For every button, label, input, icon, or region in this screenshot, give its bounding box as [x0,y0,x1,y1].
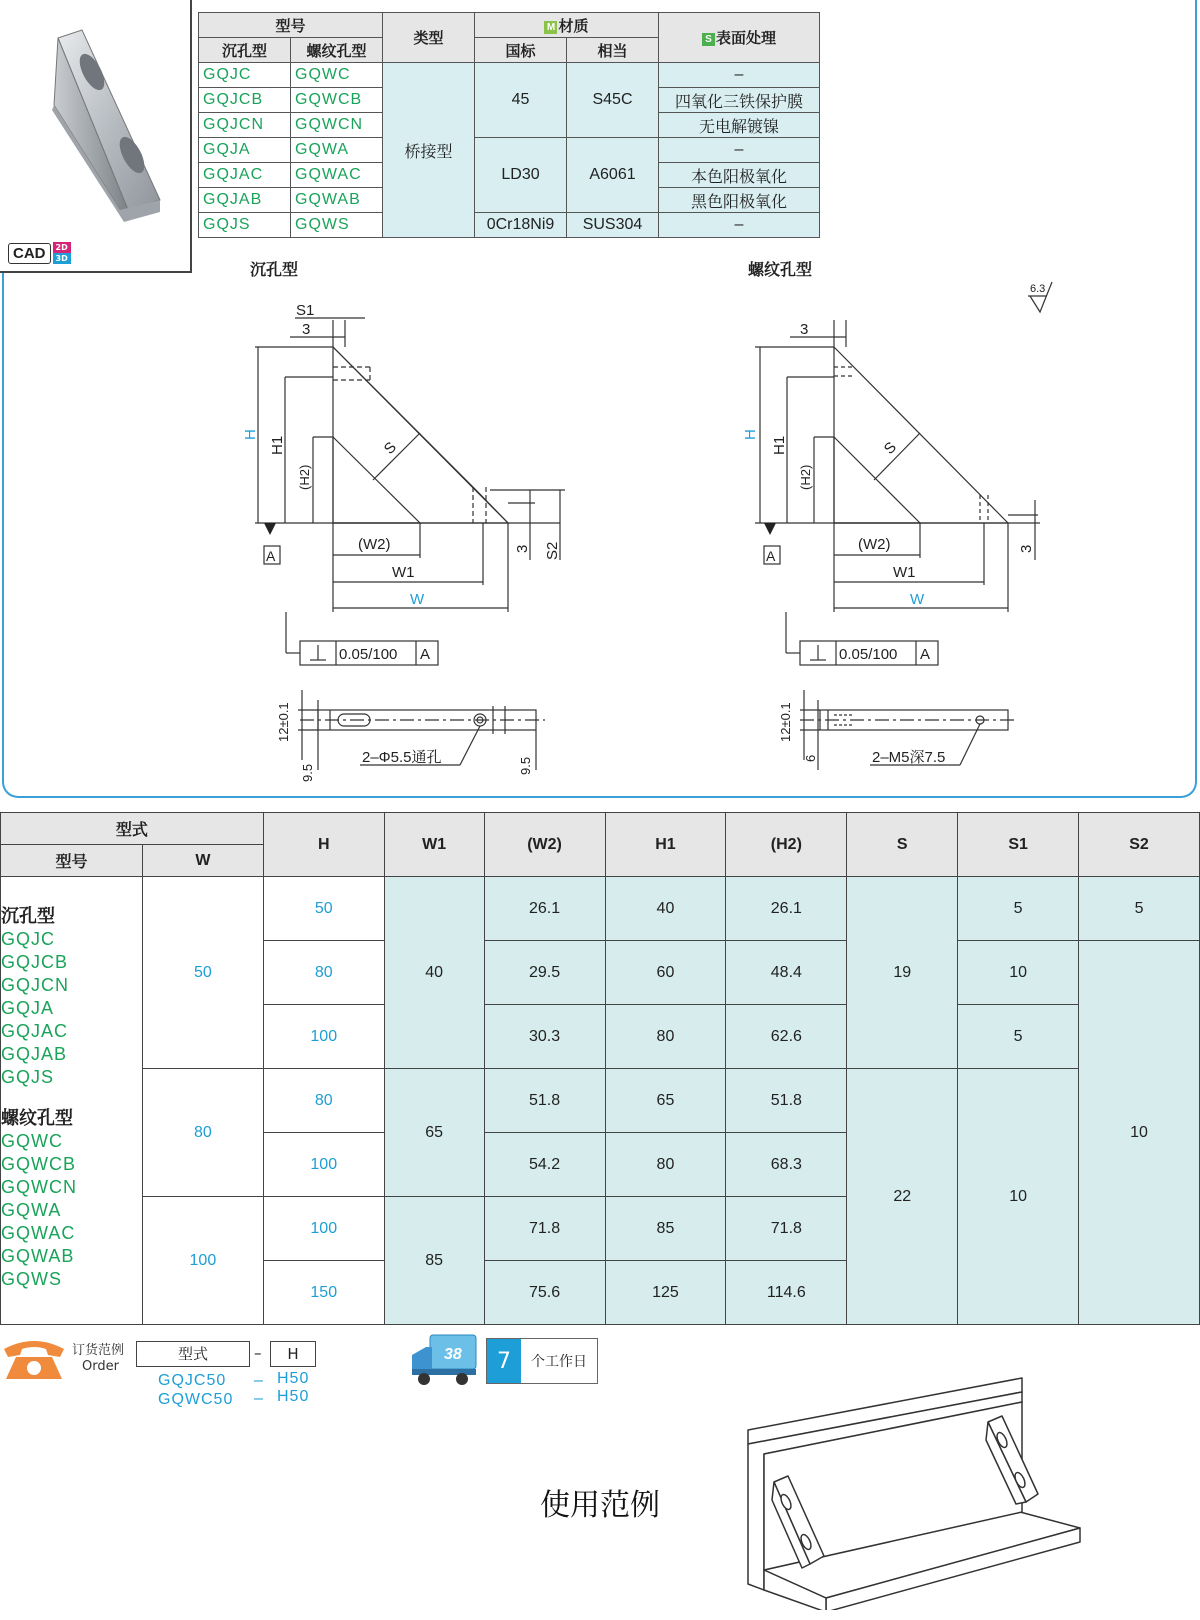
s2-value: 10 [1079,941,1200,1325]
w-header: W [142,845,263,877]
cb-code: GQJAB [199,188,291,213]
tolerance-value-r: 0.05/100 [839,646,898,663]
spec-table [0,812,1200,1325]
w2-value: 51.8 [484,1069,605,1133]
model-code: GQJC [1,929,56,949]
group-thread: 螺纹孔型 [1,1108,73,1128]
th-code: GQWC [291,63,383,88]
h1-header: H1 [605,813,726,877]
w2-value: 71.8 [484,1197,605,1261]
model-code: GQWA [1,1200,62,1220]
dim-9-5-left: 9.5 [300,763,315,782]
model-header: 型号 [1,845,143,877]
order-form-box: 型式 [136,1341,250,1367]
w2-header: (W2) [484,813,605,877]
usage-illustration [740,1370,1090,1610]
lead-time [486,1338,598,1384]
order-example-form: GQWC50 [158,1391,234,1408]
gb-value: 45 [475,63,567,138]
model-code: GQJS [1,1067,55,1087]
model-code: GQWCN [1,1177,77,1197]
dim-s1: S1 [296,302,315,319]
eq-value: S45C [567,63,659,138]
tolerance-value: 0.05/100 [339,646,398,663]
th-code: GQWA [291,138,383,163]
dim-w1-r: W1 [893,564,916,581]
s1-value: 5 [958,1005,1079,1069]
order-label-en: Order [82,1359,119,1374]
th-code: GQWAB [291,188,383,213]
lead-days: 7 [487,1339,521,1383]
model-list [1,877,143,1325]
cb-code: GQJCB [199,88,291,113]
h2-value: 114.6 [726,1261,847,1325]
gb-value: 0Cr18Ni9 [475,213,567,238]
model-code: GQJAC [1,1021,69,1041]
dim-6-r: 6 [803,754,818,762]
s1-value: 10 [958,941,1079,1005]
technical-drawing [0,0,1200,800]
cad-label: CAD [8,243,51,264]
group-counterbore: 沉孔型 [1,906,55,926]
h-value: 100 [263,1005,384,1069]
tolerance-datum: A [420,646,431,663]
thread-header: 螺纹孔型 [291,38,383,63]
dim-w2-r: (W2) [858,536,891,553]
s1-value: 5 [958,877,1079,941]
dim-3-side-r: 3 [1018,544,1035,553]
w2-value: 75.6 [484,1261,605,1325]
roughness-label: 6.3 [1030,283,1046,295]
dim-h1-r: H1 [771,435,788,455]
counterbore-header: 沉孔型 [199,38,291,63]
s-value: 22 [847,1069,958,1325]
dim-12: 12±0.1 [276,702,291,742]
model-code: GQJCN [1,975,69,995]
cb-code: GQJAC [199,163,291,188]
surface-badge: S [702,33,715,46]
th-code: GQWCN [291,113,383,138]
left-side-view [255,282,1052,770]
model-code: GQJAB [1,1044,68,1064]
h1-value: 40 [605,877,726,941]
left-view-title: 沉孔型 [250,262,299,279]
model-code: GQWAC [1,1223,76,1243]
h1-value: 125 [605,1261,726,1325]
h2-value: 51.8 [726,1069,847,1133]
truck-badge: 38 [444,1346,462,1363]
w-value: 50 [142,877,263,1069]
surface-value: – [659,138,820,163]
hole-note-th: 2–M5深7.5 [872,749,946,766]
surface-value: – [659,63,820,88]
model-code: GQWS [1,1269,62,1289]
dim-w1: W1 [392,564,415,581]
dim-h1: H1 [269,435,286,455]
s1-header: S1 [958,813,1079,877]
eq-value: SUS304 [567,213,659,238]
cad-3d-tag: 3D [53,253,71,264]
right-view-title: 螺纹孔型 [748,262,813,279]
h-value: 80 [263,1069,384,1133]
order-example-dash: – [254,1390,264,1407]
order-label-cn: 订货范例 [72,1343,125,1358]
w1-value: 65 [384,1069,484,1197]
order-example-h: H50 [277,1370,310,1387]
model-header: 型号 [199,13,383,38]
gb-value: LD30 [475,138,567,213]
surface-value: 本色阳极氧化 [659,163,820,188]
dim-9-5-right: 9.5 [518,756,533,775]
dim-3-top: 3 [302,321,311,338]
datum-a-r: A [766,548,776,564]
s-value: 19 [847,877,958,1069]
model-code: GQWCB [1,1154,76,1174]
dim-12-r: 12±0.1 [778,702,793,742]
cad-2d-tag: 2D [53,242,71,253]
surface-value: 无电解镀镍 [659,113,820,138]
model-code: GQWAB [1,1246,75,1266]
h1-value: 65 [605,1069,726,1133]
delivery-truck-icon [410,1333,480,1388]
datum-a: A [266,548,276,564]
surface-value: – [659,213,820,238]
order-example-h: H50 [277,1388,310,1405]
h2-header: (H2) [726,813,847,877]
w2-value: 30.3 [484,1005,605,1069]
dim-w: W [410,591,425,608]
s2-value: 5 [1079,877,1200,941]
phone-icon [0,1335,70,1385]
h1-value: 80 [605,1133,726,1197]
dim-s-r: S [880,438,900,458]
h2-value: 68.3 [726,1133,847,1197]
cb-code: GQJCN [199,113,291,138]
h2-value: 62.6 [726,1005,847,1069]
model-code: GQJCB [1,952,69,972]
dim-3-side: 3 [514,544,531,553]
s-header: S [847,813,958,877]
w1-value: 40 [384,877,484,1069]
w2-value: 29.5 [484,941,605,1005]
w-value: 100 [142,1197,263,1325]
form-header: 型式 [1,813,264,845]
model-code: GQWC [1,1131,63,1151]
w2-value: 26.1 [484,877,605,941]
h-header: H [263,813,384,877]
equivalent-header: 相当 [567,38,659,63]
dim-s: S [380,438,400,458]
lead-unit: 个工作日 [531,1354,587,1370]
order-h-box: H [270,1341,316,1367]
tolerance-datum-r: A [920,646,931,663]
cb-code: GQJA [199,138,291,163]
cb-code: GQJS [199,213,291,238]
h2-value: 26.1 [726,877,847,941]
h1-value: 60 [605,941,726,1005]
material-badge: M [544,21,557,34]
eq-value: A6061 [567,138,659,213]
w-value: 80 [142,1069,263,1197]
dim-h2: (H2) [297,464,312,490]
dim-h-r: H [742,429,759,440]
surface-header: S 表面处理 [659,13,820,63]
h-value: 100 [263,1197,384,1261]
h2-value: 71.8 [726,1197,847,1261]
order-dash: – [254,1344,262,1362]
th-code: GQWS [291,213,383,238]
h-value: 80 [263,941,384,1005]
dim-3-top-r: 3 [800,321,809,338]
dim-h: H [242,429,259,440]
order-label [72,1343,124,1375]
cb-code: GQJC [199,63,291,88]
dim-w2: (W2) [358,536,391,553]
material-header: M 材质 [475,13,659,38]
h2-value: 48.4 [726,941,847,1005]
h1-value: 80 [605,1005,726,1069]
hole-note-cb: 2–Φ5.5通孔 [362,749,442,766]
w1-header: W1 [384,813,484,877]
gb-header: 国标 [475,38,567,63]
s1-value: 10 [958,1069,1079,1325]
dim-w-r: W [910,591,925,608]
dim-h2-r: (H2) [798,464,813,490]
w2-value: 54.2 [484,1133,605,1197]
h1-value: 85 [605,1197,726,1261]
order-example-dash: – [254,1372,264,1389]
h-value: 50 [263,877,384,941]
order-example-form: GQJC50 [158,1372,227,1389]
surface-value: 四氧化三铁保护膜 [659,88,820,113]
s2-header: S2 [1079,813,1200,877]
h-value: 100 [263,1133,384,1197]
th-code: GQWCB [291,88,383,113]
type-value: 桥接型 [383,63,475,238]
th-code: GQWAC [291,163,383,188]
type-header: 类型 [383,13,475,63]
dim-s2: S2 [544,541,561,560]
surface-value: 黑色阳极氧化 [659,188,820,213]
model-code: GQJA [1,998,55,1018]
usage-title: 使用范例 [540,1488,660,1523]
w1-value: 85 [384,1197,484,1325]
h-value: 150 [263,1261,384,1325]
